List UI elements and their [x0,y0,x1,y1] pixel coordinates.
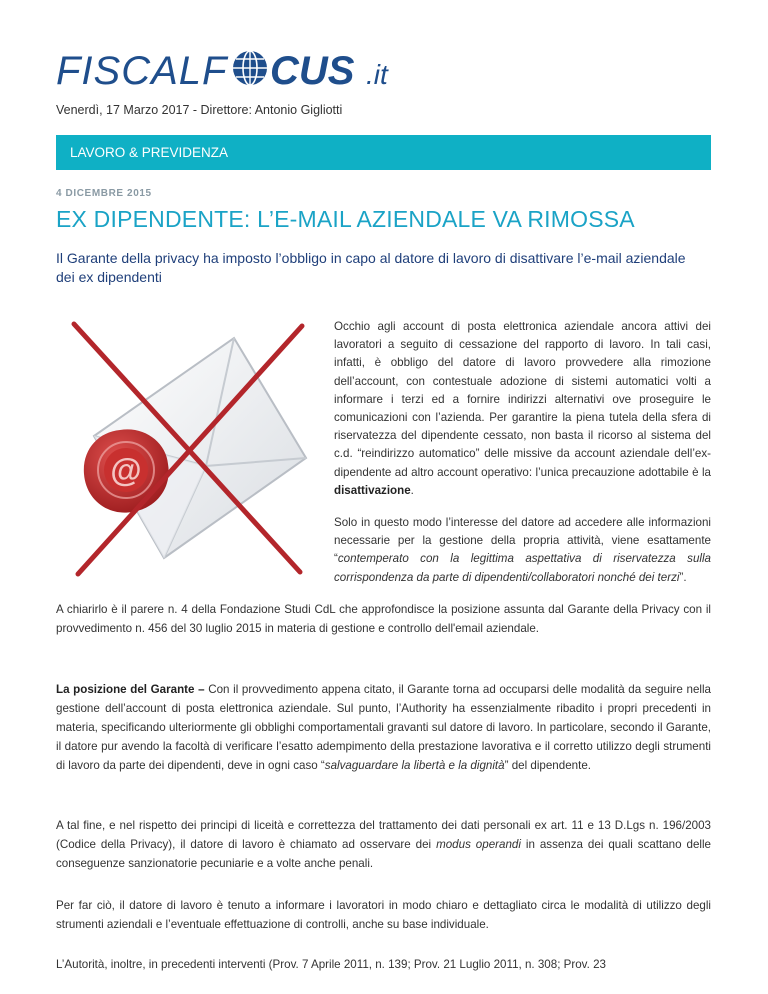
article-title: EX DIPENDENTE: L’E-MAIL AZIENDALE VA RIMOSSA [56,206,635,232]
logo-text-fiscalf: FISCALF [56,49,228,93]
fiscalfocus-logo[interactable] [56,44,416,96]
body-paragraph-2: La posizione del Garante – Con il provvedimento appena citato, il Garante torna ad occuparsi delle modalità da seguire nella gestione dell’account di posta elettronica aziendale. Sul punto, l’Authority ha essenzialmente ribadito i propri precedenti in materia, specificando ulteriormente gli obblighi comportamentali gravanti sul datore di lavoro. In particolare, secondo il Garante, il datore pur avendo la facoltà di verificare l’esatto adempimento della prestazione lavorativa e il corretto utilizzo degli strumenti di lavoro da parte dei dipendenti, deve in ogni caso “salvaguardare la libertà e la dignità” del dipendente. [56,683,711,772]
logo-graphic [56,44,416,96]
intro-paragraph-1: Occhio agli account di posta elettronica aziendale ancora attivi dei lavoratori a seguito di cessazione del rapporto di lavoro. In tali casi, infatti, è obbligo del datore di lavoro provvedere alla rimozione dell’account, con contestuale adozione di sistemi automatici volti a informare i terzi ed a fornire indirizzi alternativi ove proseguire le comunicazioni con l’azienda. Per garantire la piena tutela della sfera di riservatezza del dipendente cessato, non basta il ricorso al sistema del c.d. “reindirizzo automatico” delle missive da account aziendale dell’ex-dipendente ad altro account operativo: l’unica precauzione adottabile è la disattivazione. [334,320,711,497]
crossed-envelope-icon [56,318,322,578]
body-paragraph-3: A tal fine, e nel rispetto dei principi di liceità e correttezza del trattamento dei dati personali ex art. 11 e 13 D.Lgs n. 196/2003 (Codice della Privacy), il datore di lavoro è chiamato ad osservare dei modus operandi in assenza dei quali scattano delle conseguenze sanzionatorie pecuniarie e a volte anche penali. [56,819,712,870]
body-paragraph-4: Per far ciò, il datore di lavoro è tenuto a informare i lavoratori in modo chiaro e dettagliato circa le modalità di utilizzo degli strumenti aziendali e l’eventuale effettuazione di controlli, anche su base individuale. [56,899,711,931]
article-subtitle: Il Garante della privacy ha imposto l’obbligo in capo al datore di lavoro di disattivare l’e-mail aziendale dei ex dipendenti [56,250,686,285]
body-paragraph-5: L’Autorità, inoltre, in precedenti interventi (Prov. 7 Aprile 2011, n. 139; Prov. 21 Luglio 2011, n. 308; Prov. 23 [56,958,606,971]
intro-bold-keyword: disattivazione [334,483,411,497]
at-sign-seal-icon [84,429,169,512]
intro-quote: contemperato con la legittima aspettativa di riservatezza sulla corrispondenza da parte di dipendenti/collaboratori nonché dei terzi [334,552,711,584]
paragraph-heading: La posizione del Garante – [56,683,205,696]
logo-text-cus: CUS [270,49,355,93]
intro-paragraph-2: Solo in questo modo l’interesse del datore ad accedere alle informazioni necessarie per la gestione della propria attività, viene esattamente “contemperato con la legittima aspettativa di riservatezza sulla corrispondenza da parte di dipendenti/collaboratori nonché dei terzi”. [334,516,711,584]
section-bar[interactable] [56,135,711,170]
section-label[interactable]: LAVORO & PREVIDENZA [70,145,229,160]
logo-text-tld: .it [366,59,388,90]
body-paragraph-1: A chiarirlo è il parere n. 4 della Fondazione Studi CdL che approfondisce la posizione assunta dal Garante della Privacy con il provvedimento n. 456 del 30 luglio 2015 in materia di gestione e controllo dell'email aziendale. [56,603,711,635]
article-intro [334,318,711,601]
article-date: 4 DICEMBRE 2015 [56,188,152,199]
svg-text:@: @ [110,452,142,488]
dateline: Venerdì, 17 Marzo 2017 - Direttore: Antonio Gigliotti [56,103,343,117]
globe-icon [233,51,267,85]
